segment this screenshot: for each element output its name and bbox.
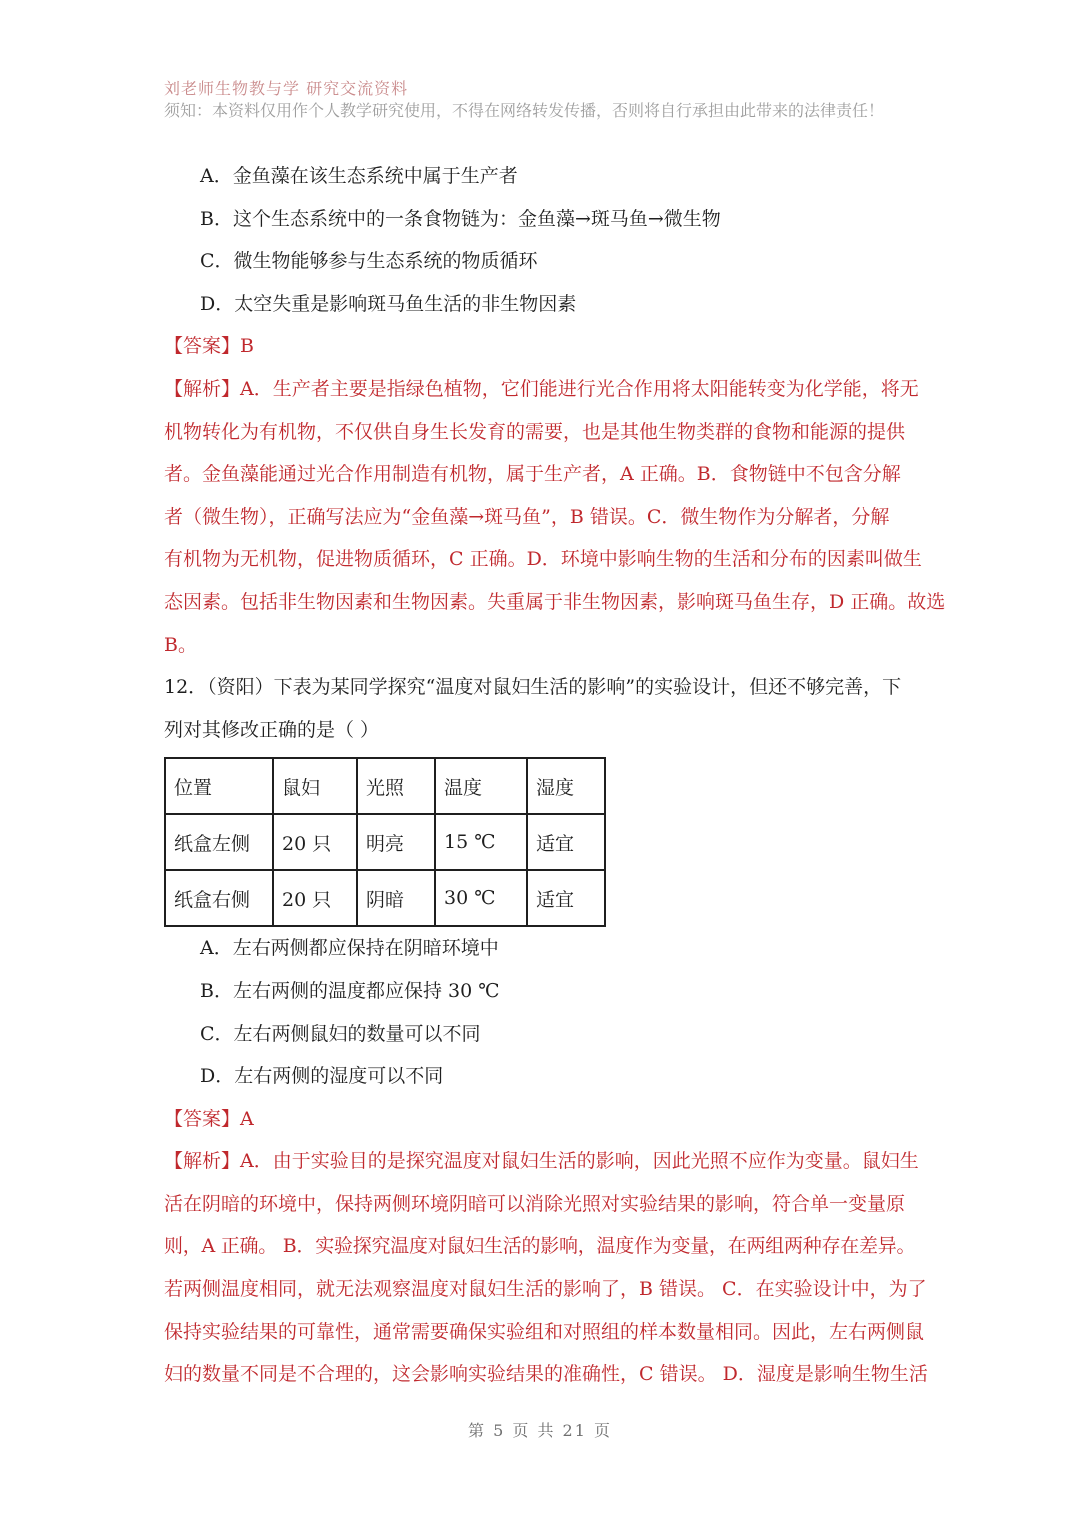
- q11-option-a: A．金鱼藻在该生态系统中属于生产者: [200, 165, 518, 187]
- q12-answer: 【答案】A: [164, 1107, 254, 1130]
- header-notice: 须知：本资料仅用作个人教学研究使用，不得在网络转发传播，否则将自行承担由此带来的法律责任！: [164, 101, 885, 120]
- table-cell: 30 ℃: [435, 870, 527, 926]
- page-content: [164, 155, 946, 1396]
- table-row: [165, 870, 605, 926]
- q12-analysis: [164, 1140, 928, 1396]
- table-header-cell: 光照: [357, 758, 435, 814]
- table-cell: 适宜: [527, 814, 605, 870]
- experiment-table: [164, 757, 606, 927]
- q12-analysis-line: 则，A 正确。 B．实验探究温度对鼠妇生活的影响，温度作为变量，在两组两种存在差异。: [164, 1235, 916, 1258]
- q12-analysis-line: 保持实验结果的可靠性，通常需要确保实验组和对照组的样本数量相同。因此，左右两侧鼠: [164, 1320, 925, 1343]
- q11-analysis-line: 者（微生物），正确写法应为“金鱼藻→斑马鱼”，B 错误。C．微生物作为分解者，分解: [164, 505, 890, 528]
- table-cell: 明亮: [357, 814, 435, 870]
- q12-stem-line: 12．（资阳）下表为某同学探究“温度对鼠妇生活的影响”的实验设计，但还不够完善，下: [164, 676, 902, 699]
- table-header-cell: 温度: [435, 758, 527, 814]
- table-cell: 20 只: [273, 870, 357, 926]
- table-row: [165, 814, 605, 870]
- q12-analysis-line: 若两侧温度相同，就无法观察温度对鼠妇生活的影响了，B 错误。 C．在实验设计中，为了: [164, 1278, 927, 1301]
- q12-option-b: B．左右两侧的温度都应保持 30 ℃: [200, 979, 500, 1002]
- q11-answer: 【答案】B: [164, 335, 254, 358]
- table-header-row: [165, 758, 605, 814]
- q11-analysis-line: 有机物为无机物，促进物质循环，C 正确。D．环境中影响生物的生活和分布的因素叫做生: [164, 548, 922, 571]
- q12-stem-line: 列对其修改正确的是（ ）: [164, 718, 380, 741]
- q12-analysis-line: 【解析】A．由于实验目的是探究温度对鼠妇生活的影响，因此光照不应作为变量。鼠妇生: [164, 1150, 919, 1173]
- q11-analysis-line: 者。金鱼藻能通过光合作用制造有机物，属于生产者，A 正确。B．食物链中不包含分解: [164, 463, 901, 486]
- q12-stem: [164, 666, 924, 751]
- table-cell: 纸盒左侧: [165, 814, 273, 870]
- table-header-cell: 位置: [165, 758, 273, 814]
- q12-option-c: C．左右两侧鼠妇的数量可以不同: [200, 1022, 481, 1045]
- q11-option-b: B．这个生态系统中的一条食物链为：金鱼藻→斑马鱼→微生物: [200, 207, 721, 230]
- q11-analysis-line: 机物转化为有机物，不仅供自身生长发育的需要，也是其他生物类群的食物和能源的提供: [164, 420, 906, 443]
- q11-option-d: D．太空失重是影响斑马鱼生活的非生物因素: [200, 292, 577, 315]
- page-number: 第 5 页 共 21 页: [468, 1421, 612, 1440]
- table-cell: 阴暗: [357, 870, 435, 926]
- q11-analysis-line: 【解析】A．生产者主要是指绿色植物，它们能进行光合作用将太阳能转变为化学能，将无: [164, 377, 919, 400]
- table-cell: 纸盒右侧: [165, 870, 273, 926]
- table-cell: 适宜: [527, 870, 605, 926]
- header-source: 刘老师生物教与学 研究交流资料: [164, 79, 409, 98]
- page-header: [164, 78, 964, 122]
- q12-analysis-line: 妇的数量不同是不合理的，这会影响实验结果的准确性，C 错误。 D．湿度是影响生物生活: [164, 1363, 928, 1386]
- q11-analysis-line: 态因素。包括非生物因素和生物因素。失重属于非生物因素，影响斑马鱼生存，D 正确。故选: [164, 590, 946, 613]
- q11-analysis: [164, 368, 946, 666]
- table-cell: 15 ℃: [435, 814, 527, 870]
- table-header-cell: 鼠妇: [273, 758, 357, 814]
- table-header-cell: 湿度: [527, 758, 605, 814]
- q12-option-a: A．左右两侧都应保持在阴暗环境中: [200, 937, 499, 960]
- q12-analysis-line: 活在阴暗的环境中，保持两侧环境阴暗可以消除光照对实验结果的影响，符合单一变量原: [164, 1192, 906, 1215]
- q11-option-c: C．微生物能够参与生态系统的物质循环: [200, 250, 538, 273]
- q11-analysis-line: B。: [164, 633, 197, 656]
- q12-option-d: D．左右两侧的湿度可以不同: [200, 1065, 444, 1088]
- table-cell: 20 只: [273, 814, 357, 870]
